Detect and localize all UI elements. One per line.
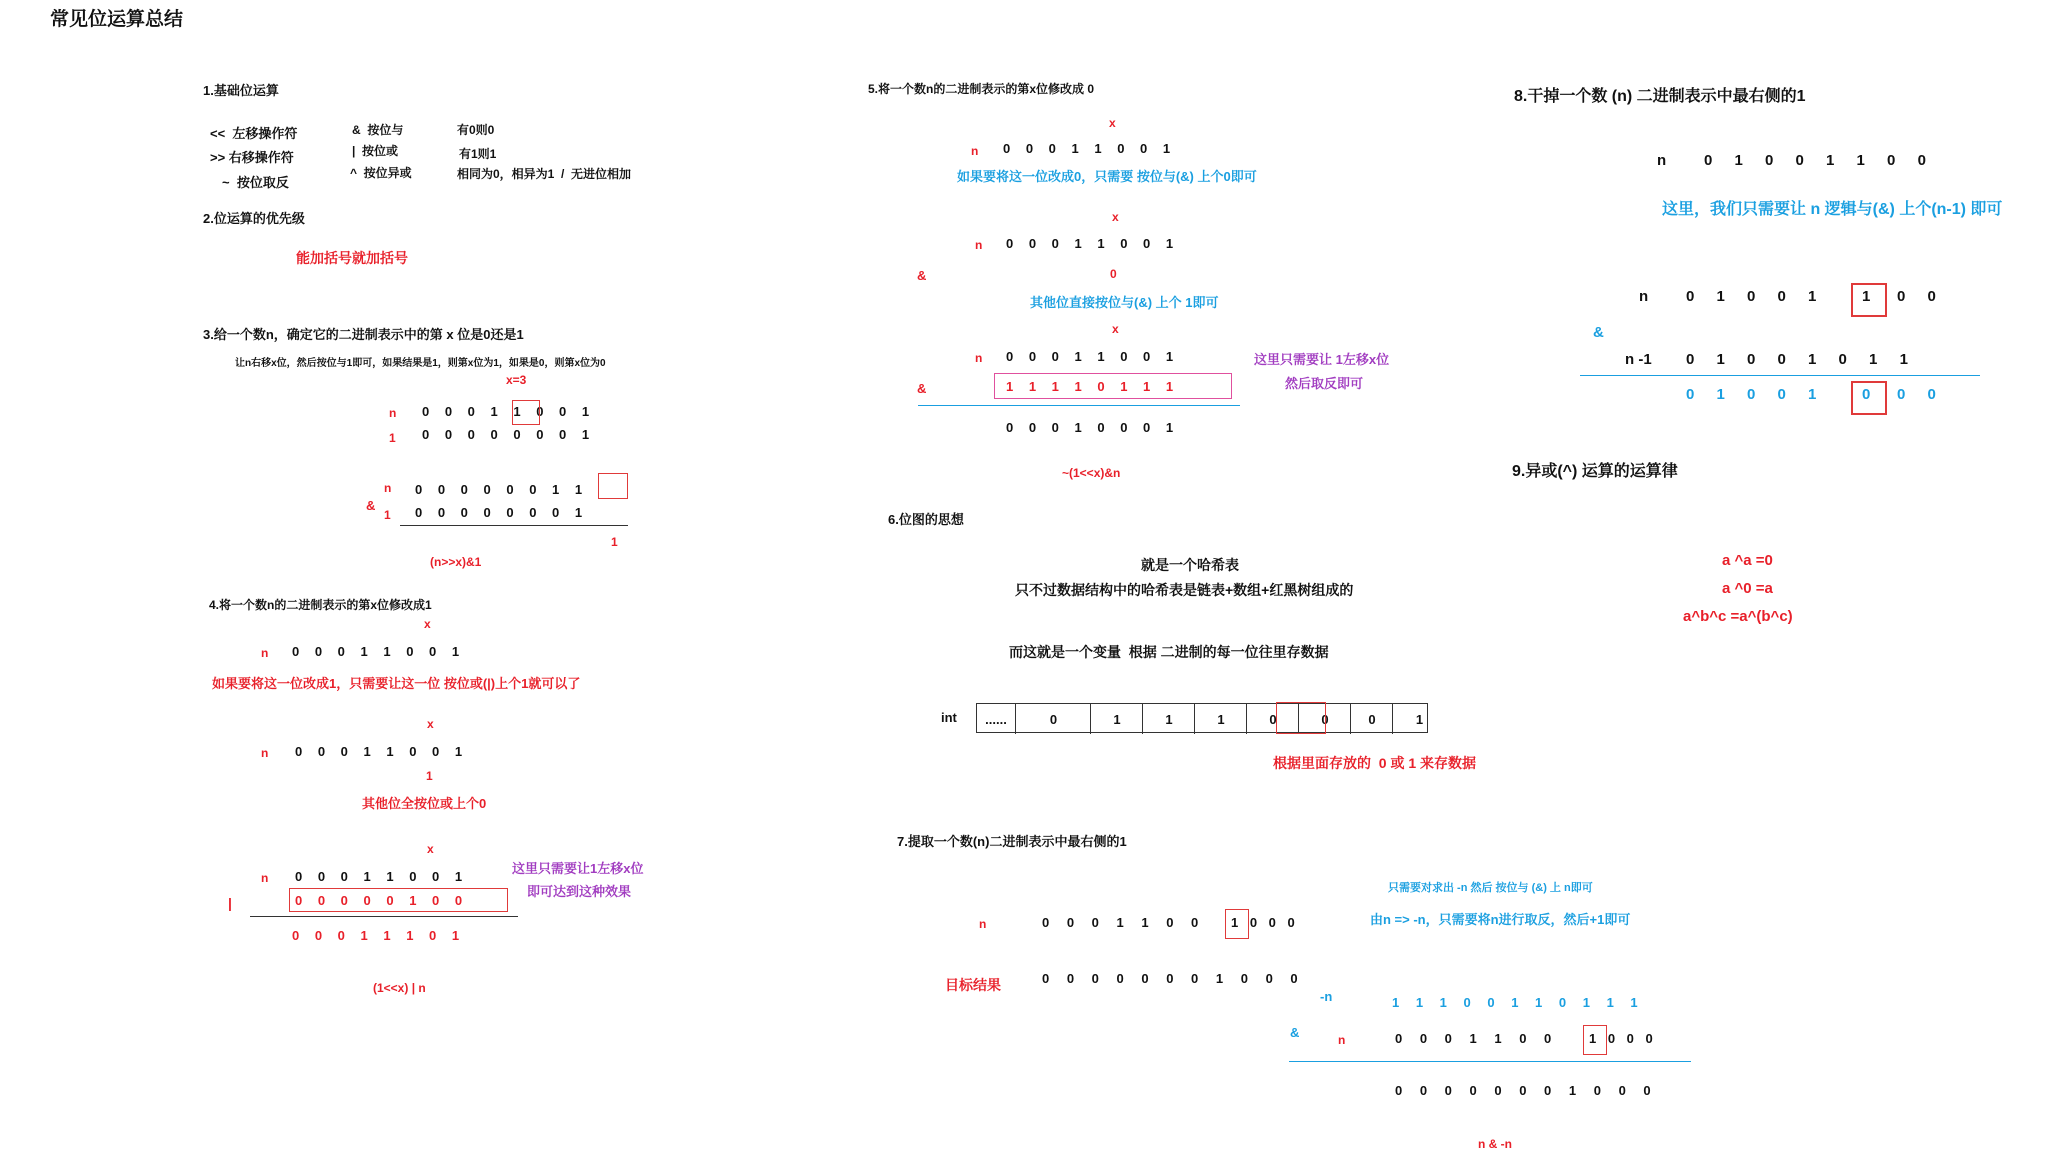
s5-x-marker-2: x	[1112, 210, 1119, 224]
s6-line-2: 只不过数据结构中的哈希表是链表+数组+红黑树组成的	[1015, 582, 1354, 598]
s8-n-bits: 0 1 0 0 1 1 0 0	[1704, 152, 1926, 169]
xor-label: ^ 按位异或	[350, 166, 412, 180]
s5-n-label-3: n	[975, 351, 983, 365]
s5-x-marker-1: x	[1109, 116, 1116, 130]
bitmap-cell: ......	[985, 711, 1007, 727]
s6-heading: 6.位图的思想	[888, 512, 964, 527]
s4-divider	[250, 916, 518, 917]
s8-n-bits-c: 0 0	[1897, 288, 1936, 305]
s3-x-label: x=3	[506, 373, 527, 387]
bitmap-cell: 1	[1090, 704, 1143, 734]
s6-line-3: 而这就是一个变量 根据 二进制的每一位往里存数据	[1009, 644, 1329, 660]
s8-nm1-label: n -1	[1625, 351, 1652, 368]
and-label: & 按位与	[352, 123, 404, 137]
s5-note-3b: 然后取反即可	[1285, 376, 1364, 391]
s5-n-label-1: n	[971, 144, 979, 158]
s4-x-marker-1: x	[424, 617, 431, 631]
s5-heading: 5.将一个数n的二进制表示的第x位修改成 0	[868, 82, 1095, 96]
bitmap-cell: 0	[1246, 704, 1299, 734]
xor-law-2: a ^0 =a	[1722, 580, 1773, 597]
s7-hint-2: 由n => -n，只需要将n进行取反，然后+1即可	[1370, 912, 1631, 927]
s3-n-label: n	[389, 406, 397, 420]
s8-nm1-bits: 0 1 0 0 1 0 1 1	[1686, 351, 1908, 368]
s4-note-2: 其他位全按位或上个0	[362, 796, 487, 811]
s8-heading: 8.干掉一个数 (n) 二进制表示中最右侧的1	[1514, 88, 1806, 105]
s4-note-1: 如果要将这一位改成1，只需要让这一位 按位或(|)上个1就可以了	[212, 676, 581, 691]
s7-formula: n & -n	[1478, 1137, 1512, 1151]
s8-n-label-2: n	[1639, 288, 1649, 305]
s3-description: 让n右移x位，然后按位与1即可，如果结果是1，则第x位为1，如果是0，则第x位为0	[235, 358, 606, 369]
or-rule: 有1则1	[459, 147, 497, 161]
s4-n-bits-2: 0 0 0 1 1 0 0 1	[295, 744, 463, 759]
s2-heading: 2.位运算的优先级	[203, 211, 305, 226]
s5-and-symbol-1: &	[917, 268, 927, 283]
s5-n-bits-2: 0 0 0 1 1 0 0 1	[1006, 236, 1174, 251]
s2-note: 能加括号就加括号	[296, 250, 408, 266]
s6-line-1: 就是一个哈希表	[1141, 557, 1239, 573]
s3-result: 1	[611, 535, 618, 549]
s7-neg-label: -n	[1320, 989, 1333, 1004]
left-shift-label: << 左移操作符	[210, 126, 298, 141]
s5-x-marker-3: x	[1112, 322, 1119, 336]
s5-n-bits-1: 0 0 0 1 1 0 0 1	[1003, 141, 1171, 156]
s7-n2-tail-bits: 1 0 0 0	[1589, 1031, 1653, 1046]
and-rule: 有0则0	[457, 123, 495, 137]
s5-note-2: 其他位直接按位与(&) 上个 1即可	[1030, 295, 1219, 310]
s3-one-label: 1	[389, 431, 396, 445]
page-title: 常见位运算总结	[50, 9, 184, 30]
s4-x-marker-2: x	[427, 717, 434, 731]
bitmap-cell: 1	[1142, 704, 1195, 734]
s7-n-tail-bits: 1 0 0 0	[1231, 915, 1295, 930]
s3-one-bits: 0 0 0 0 0 0 0 1	[422, 427, 590, 442]
s7-target-label: 目标结果	[945, 977, 1001, 993]
s7-n-label-2: n	[1338, 1033, 1346, 1047]
s3-shifted-bits: 0 0 0 0 0 0 1 1	[415, 482, 583, 497]
bitmap-cell: 0	[1350, 704, 1393, 734]
s8-res-bits-a: 0 1 0 0 1	[1686, 386, 1817, 403]
xor-law-3: a^b^c =a^(b^c)	[1683, 608, 1793, 625]
s8-n-bits-b: 1	[1862, 288, 1871, 305]
s4-n-bits-3: 0 0 0 1 1 0 0 1	[295, 869, 463, 884]
xor-law-1: a ^a =0	[1722, 552, 1773, 569]
bitmap-highlight	[1276, 702, 1326, 734]
s4-mask-bits: 0 0 0 0 0 1 0 0	[295, 893, 463, 908]
s5-formula: ~(1<<x)&n	[1062, 466, 1121, 480]
s3-divider	[400, 525, 628, 526]
s8-and-symbol: &	[1593, 324, 1604, 341]
s4-n-label-3: n	[261, 871, 269, 885]
s8-res-bits-c: 0 0	[1897, 386, 1936, 403]
s7-and-symbol: &	[1290, 1025, 1300, 1040]
s5-n-bits-3: 0 0 0 1 1 0 0 1	[1006, 349, 1174, 364]
s4-or-symbol: |	[228, 895, 232, 911]
xor-rule: 相同为0，相异为1 / 无进位相加	[457, 167, 632, 181]
not-label: ~ 按位取反	[222, 175, 289, 190]
bitmap-cell: 0	[1298, 704, 1351, 734]
s7-hint-1: 只需要对求出 -n 然后 按位与 (&) 上 n即可	[1388, 882, 1593, 894]
s8-res-bits-b: 0	[1862, 386, 1871, 403]
s8-n-bits-a: 0 1 0 0 1	[1686, 288, 1817, 305]
s4-n-label-2: n	[261, 746, 269, 760]
s7-neg-bits: 1 1 1 0 0 1 1 0 1 1 1	[1392, 995, 1638, 1010]
s4-note-3b: 即可达到这种效果	[527, 884, 632, 899]
s4-n-bits-1: 0 0 0 1 1 0 0 1	[292, 644, 460, 659]
s4-n-label-1: n	[261, 646, 269, 660]
bitmap-cells	[976, 703, 1428, 733]
s8-n-label-1: n	[1657, 152, 1667, 169]
s7-heading: 7.提取一个数(n)二进制表示中最右侧的1	[897, 834, 1127, 849]
s4-result-bits: 0 0 0 1 1 1 0 1	[292, 928, 460, 943]
s3-highlight-box-2	[598, 473, 628, 499]
int-label: int	[941, 710, 957, 725]
s4-heading: 4.将一个数n的二进制表示的第x位修改成1	[209, 598, 432, 612]
s3-n-bits: 0 0 0 1 1 0 0 1	[422, 404, 590, 419]
right-shift-label: >> 右移操作符	[210, 150, 294, 165]
s7-n-bits-2: 0 0 0 1 1 0 0	[1395, 1031, 1552, 1046]
s9-heading: 9.异或(^) 运算的运算律	[1512, 463, 1678, 480]
s1-heading: 1.基础位运算	[203, 83, 279, 98]
s7-divider	[1289, 1061, 1691, 1062]
s7-target-bits: 0 0 0 0 0 0 0 1 0 0 0	[1042, 971, 1298, 986]
bitmap-cell: 1	[1194, 704, 1247, 734]
s5-result-bits: 0 0 0 1 0 0 0 1	[1006, 420, 1174, 435]
s7-result-bits: 0 0 0 0 0 0 0 1 0 0 0	[1395, 1083, 1651, 1098]
s3-and-symbol: &	[366, 498, 376, 513]
or-label: | 按位或	[352, 144, 399, 158]
bitmap-cell: 1	[1392, 704, 1446, 734]
bitmap-cell: 0	[1015, 704, 1091, 734]
s3-one-label-2: 1	[384, 508, 391, 522]
s5-n-label-2: n	[975, 238, 983, 252]
s4-note-3a: 这里只需要让1左移x位	[512, 861, 644, 876]
s7-n-label: n	[979, 917, 987, 931]
s3-n-label-2: n	[384, 481, 392, 495]
s7-n-bits: 0 0 0 1 1 0 0	[1042, 915, 1199, 930]
s5-zero: 0	[1110, 267, 1117, 281]
s5-and-symbol-2: &	[917, 381, 927, 396]
s4-one: 1	[426, 769, 433, 783]
s5-mask-bits: 1 1 1 1 0 1 1 1	[1006, 379, 1174, 394]
s8-divider	[1580, 375, 1980, 376]
s4-x-marker-3: x	[427, 842, 434, 856]
s3-heading: 3.给一个数n，确定它的二进制表示中的第 x 位是0还是1	[203, 327, 524, 342]
s8-note: 这里，我们只需要让 n 逻辑与(&) 上个(n-1) 即可	[1662, 201, 2003, 218]
s3-formula: (n>>x)&1	[430, 555, 482, 569]
s4-formula: (1<<x) | n	[373, 981, 426, 995]
s5-note-1: 如果要将这一位改成0，只需要 按位与(&) 上个0即可	[957, 169, 1257, 184]
s3-mask-bits: 0 0 0 0 0 0 0 1	[415, 505, 583, 520]
s3-highlight-box-1	[512, 400, 540, 425]
s5-divider	[918, 405, 1240, 406]
s6-note: 根据里面存放的 0 或 1 来存数据	[1273, 755, 1477, 771]
s5-note-3a: 这里只需要让 1左移x位	[1254, 352, 1390, 367]
